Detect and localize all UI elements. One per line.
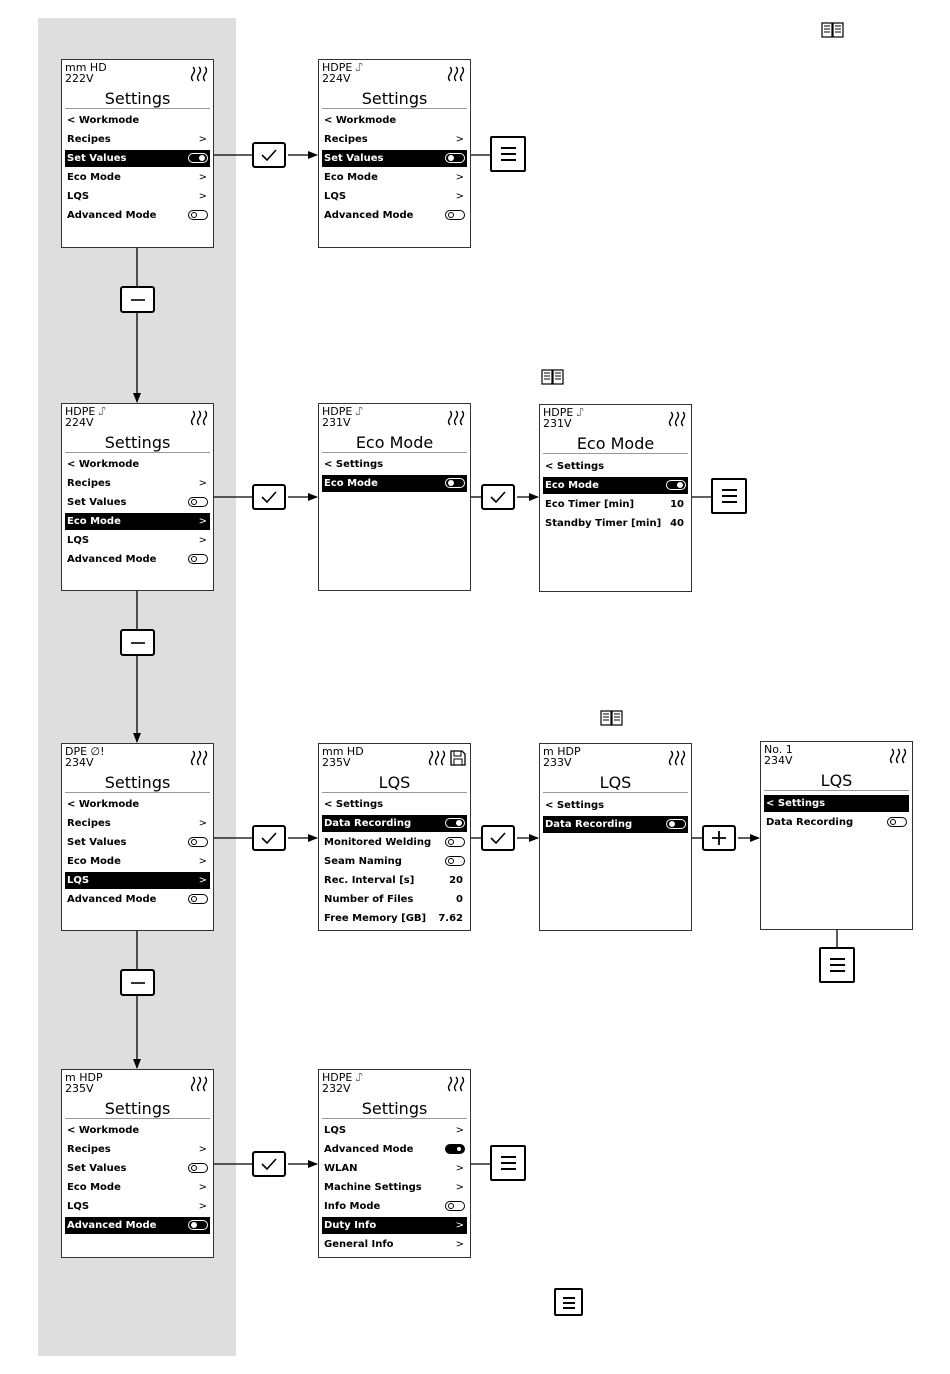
header-material: No. 1	[764, 743, 793, 756]
menu-button[interactable]	[711, 478, 747, 514]
menu-row-eco-mode[interactable]: Eco Mode >	[65, 1179, 210, 1196]
chevron-right-icon: >	[198, 191, 207, 202]
toggle-switch[interactable]	[445, 1144, 465, 1154]
menu-row-info-mode[interactable]: Info Mode	[322, 1198, 467, 1215]
toggle-switch[interactable]	[445, 856, 465, 866]
header-voltage: 224V	[65, 416, 94, 429]
screen-settings-advanced	[318, 1069, 471, 1258]
chevron-right-icon: >	[198, 1144, 207, 1155]
screen-title: Settings	[322, 90, 467, 109]
heating-icon	[190, 1076, 208, 1092]
screen-settings-1	[61, 59, 214, 248]
menu-row-rec-interval[interactable]: Rec. Interval [s] 20	[322, 872, 467, 889]
screen-title: Settings	[65, 90, 210, 109]
menu-row-back-settings[interactable]: < Settings	[764, 795, 909, 812]
chevron-right-icon: >	[198, 535, 207, 546]
check-icon	[489, 831, 507, 845]
menu-row-monitored-welding[interactable]: Monitored Welding	[322, 834, 467, 851]
check-icon	[489, 490, 507, 504]
header-voltage: 234V	[65, 756, 94, 769]
number-of-files-value: 0	[456, 894, 463, 905]
chevron-right-icon: >	[198, 516, 207, 527]
menu-row-set-values[interactable]: Set Values	[65, 834, 210, 851]
menu-row-recipes[interactable]: Recipes >	[65, 475, 210, 492]
book-icon	[600, 710, 624, 726]
menu-row-advanced-mode[interactable]: Advanced Mode	[65, 207, 210, 224]
chevron-right-icon: >	[198, 1182, 207, 1193]
minus-icon	[130, 641, 146, 645]
menu-row-workmode[interactable]: < Workmode	[324, 115, 397, 126]
confirm-button[interactable]	[252, 142, 286, 168]
menu-row-data-recording[interactable]: Data Recording	[543, 816, 688, 833]
chevron-right-icon: >	[198, 134, 207, 145]
header-material: HDPE ⑀	[543, 406, 584, 419]
menu-row-workmode[interactable]: < Workmode	[67, 115, 140, 126]
screen-title: Settings	[65, 1100, 210, 1119]
menu-button[interactable]	[819, 947, 855, 983]
menu-row-advanced-mode[interactable]: Advanced Mode	[322, 207, 467, 224]
menu-row-lqs[interactable]: LQS >	[65, 532, 210, 549]
menu-row-machine-settings[interactable]: Machine Settings >	[322, 1179, 467, 1196]
menu-row-set-values[interactable]: Set Values	[322, 150, 467, 167]
menu-row-workmode[interactable]: < Workmode	[67, 1125, 140, 1136]
toggle-switch[interactable]	[445, 818, 465, 828]
screen-header	[543, 407, 583, 429]
toggle-switch[interactable]	[188, 837, 208, 847]
rec-interval-value: 20	[449, 875, 463, 886]
chevron-right-icon: >	[198, 875, 207, 886]
header-voltage: 235V	[65, 1082, 94, 1095]
screen-header	[322, 62, 362, 84]
screen-title: Eco Mode	[322, 434, 467, 453]
screen-header	[322, 746, 364, 768]
header-material: DPE ∅!	[65, 745, 105, 758]
screen-title: LQS	[322, 774, 467, 793]
menu-row-back-settings[interactable]: < Settings	[545, 800, 605, 811]
toggle-switch[interactable]	[666, 819, 686, 829]
chevron-right-icon: >	[198, 478, 207, 489]
screen-lqs-2	[539, 743, 692, 931]
chevron-right-icon: >	[198, 172, 207, 183]
menu-row-recipes[interactable]: Recipes >	[322, 131, 467, 148]
menu-row-lqs[interactable]: LQS >	[322, 1122, 467, 1139]
screen-header	[65, 406, 105, 428]
screen-title: LQS	[543, 774, 688, 793]
menu-row-advanced-mode[interactable]: Advanced Mode	[65, 1217, 210, 1234]
header-voltage: 234V	[764, 754, 793, 767]
plus-icon	[711, 830, 727, 846]
menu-row-workmode[interactable]: < Workmode	[67, 799, 140, 810]
chevron-right-icon: >	[455, 1182, 464, 1193]
heating-icon	[889, 748, 907, 764]
menu-row-back-settings[interactable]: < Settings	[324, 799, 384, 810]
menu-row-recipes[interactable]: Recipes >	[65, 1141, 210, 1158]
menu-row-recipes[interactable]: Recipes >	[65, 815, 210, 832]
screen-header	[322, 1072, 362, 1094]
menu-row-workmode[interactable]: < Workmode	[67, 459, 140, 470]
screen-settings-4	[61, 743, 214, 931]
menu-row-back-settings[interactable]: < Settings	[324, 459, 384, 470]
header-material: mm HD	[322, 745, 364, 758]
confirm-button[interactable]	[252, 484, 286, 510]
header-voltage: 231V	[322, 416, 351, 429]
chevron-right-icon: >	[455, 172, 464, 183]
menu-row-set-values[interactable]: Set Values	[65, 1160, 210, 1177]
header-voltage: 224V	[322, 72, 351, 85]
screen-header	[65, 746, 105, 768]
toggle-switch[interactable]	[188, 1220, 208, 1230]
screen-lqs-1	[318, 743, 471, 931]
header-voltage: 233V	[543, 756, 572, 769]
chevron-right-icon: >	[455, 1125, 464, 1136]
confirm-button[interactable]	[252, 825, 286, 851]
minus-button[interactable]	[120, 629, 155, 656]
menu-row-set-values[interactable]: Set Values	[65, 150, 210, 167]
confirm-button[interactable]	[252, 1151, 286, 1177]
menu-row-recipes[interactable]: Recipes >	[65, 131, 210, 148]
chevron-right-icon: >	[198, 856, 207, 867]
screen-header	[322, 406, 362, 428]
menu-row-eco-mode[interactable]: Eco Mode	[543, 477, 688, 494]
menu-button[interactable]	[490, 1145, 526, 1181]
check-icon	[260, 148, 278, 162]
menu-row-standby-timer[interactable]: Standby Timer [min] 40	[543, 515, 688, 532]
screen-eco-mode-1	[318, 403, 471, 591]
toggle-switch[interactable]	[445, 478, 465, 488]
menu-row-number-of-files[interactable]: Number of Files 0	[322, 891, 467, 908]
toggle-switch[interactable]	[887, 817, 907, 827]
screen-title: Settings	[65, 774, 210, 793]
menu-button[interactable]	[554, 1288, 583, 1316]
menu-row-eco-mode[interactable]: Eco Mode >	[65, 169, 210, 186]
chevron-right-icon: >	[455, 1239, 464, 1250]
header-material: HDPE ⑀	[322, 405, 363, 418]
screen-header	[764, 744, 793, 766]
chevron-right-icon: >	[455, 191, 464, 202]
header-material: HDPE ⑀	[322, 61, 363, 74]
plus-button[interactable]	[702, 825, 736, 851]
screen-title: Settings	[65, 434, 210, 453]
book-icon	[541, 369, 565, 385]
header-material: HDPE ⑀	[322, 1071, 363, 1084]
chevron-right-icon: >	[455, 134, 464, 145]
minus-button[interactable]	[120, 969, 155, 996]
menu-row-eco-timer[interactable]: Eco Timer [min] 10	[543, 496, 688, 513]
screen-settings-3	[61, 403, 214, 591]
menu-row-general-info[interactable]: General Info >	[322, 1236, 467, 1253]
eco-timer-value: 10	[670, 499, 684, 510]
confirm-button[interactable]	[481, 484, 515, 510]
screen-header	[543, 746, 581, 768]
chevron-right-icon: >	[198, 818, 207, 829]
menu-row-set-values[interactable]: Set Values	[65, 494, 210, 511]
heating-icon	[447, 66, 465, 82]
menu-row-data-recording[interactable]: Data Recording	[764, 814, 909, 831]
menu-row-back-settings[interactable]: < Settings	[545, 461, 605, 472]
menu-row-seam-naming[interactable]: Seam Naming	[322, 853, 467, 870]
free-memory-value: 7.62	[438, 913, 463, 924]
heating-icon	[668, 750, 686, 766]
heating-icon	[190, 750, 208, 766]
minus-icon	[130, 981, 146, 985]
screen-lqs-3	[760, 741, 913, 930]
chevron-right-icon: >	[455, 1163, 464, 1174]
menu-row-lqs[interactable]: LQS >	[65, 188, 210, 205]
toggle-switch[interactable]	[445, 153, 465, 163]
minus-icon	[130, 298, 146, 302]
menu-row-eco-mode[interactable]: Eco Mode	[322, 475, 467, 492]
header-voltage: 235V	[322, 756, 351, 769]
save-icon	[450, 750, 466, 766]
toggle-switch[interactable]	[188, 554, 208, 564]
menu-row-free-memory[interactable]: Free Memory [GB] 7.62	[322, 910, 467, 927]
toggle-switch[interactable]	[445, 1201, 465, 1211]
menu-row-duty-info[interactable]: Duty Info >	[322, 1217, 467, 1234]
heating-icon	[447, 1076, 465, 1092]
menu-row-eco-mode[interactable]: Eco Mode >	[322, 169, 467, 186]
screen-settings-2	[318, 59, 471, 248]
toggle-switch[interactable]	[188, 210, 208, 220]
menu-row-advanced-mode[interactable]: Advanced Mode	[65, 891, 210, 908]
toggle-switch[interactable]	[445, 210, 465, 220]
menu-row-lqs[interactable]: LQS >	[65, 1198, 210, 1215]
header-voltage: 232V	[322, 1082, 351, 1095]
header-voltage: 231V	[543, 417, 572, 430]
header-material: HDPE ⑀	[65, 405, 106, 418]
toggle-switch[interactable]	[188, 497, 208, 507]
screen-title: LQS	[764, 772, 909, 791]
standby-timer-value: 40	[670, 518, 684, 529]
heating-icon	[668, 411, 686, 427]
screen-header	[65, 1072, 103, 1094]
heating-icon	[428, 750, 446, 766]
toggle-switch[interactable]	[188, 894, 208, 904]
header-material: m HDP	[543, 745, 581, 758]
minus-button[interactable]	[120, 286, 155, 313]
toggle-switch[interactable]	[445, 837, 465, 847]
screen-settings-5	[61, 1069, 214, 1258]
check-icon	[260, 831, 278, 845]
screen-title: Eco Mode	[543, 435, 688, 454]
screen-title: Settings	[322, 1100, 467, 1119]
toggle-switch[interactable]	[188, 153, 208, 163]
header-material: mm HD	[65, 61, 107, 74]
menu-row-lqs[interactable]: LQS >	[65, 872, 210, 889]
confirm-button[interactable]	[481, 825, 515, 851]
heating-icon	[190, 66, 208, 82]
menu-row-wlan[interactable]: WLAN >	[322, 1160, 467, 1177]
menu-row-advanced-mode[interactable]: Advanced Mode	[322, 1141, 467, 1158]
heating-icon	[190, 410, 208, 426]
chevron-right-icon: >	[198, 1201, 207, 1212]
menu-row-eco-mode[interactable]: Eco Mode >	[65, 513, 210, 530]
screen-header	[65, 62, 107, 84]
screen-eco-mode-2	[539, 404, 692, 592]
menu-row-advanced-mode[interactable]: Advanced Mode	[65, 551, 210, 568]
chevron-right-icon: >	[455, 1220, 464, 1231]
check-icon	[260, 1157, 278, 1171]
toggle-switch[interactable]	[188, 1163, 208, 1173]
menu-row-data-recording[interactable]: Data Recording	[322, 815, 467, 832]
menu-row-lqs[interactable]: LQS >	[322, 188, 467, 205]
heating-icon	[447, 410, 465, 426]
check-icon	[260, 490, 278, 504]
toggle-switch[interactable]	[666, 480, 686, 490]
header-material: m HDP	[65, 1071, 103, 1084]
header-voltage: 222V	[65, 72, 94, 85]
menu-row-eco-mode[interactable]: Eco Mode >	[65, 853, 210, 870]
book-icon	[821, 22, 845, 38]
menu-button[interactable]	[490, 136, 526, 172]
